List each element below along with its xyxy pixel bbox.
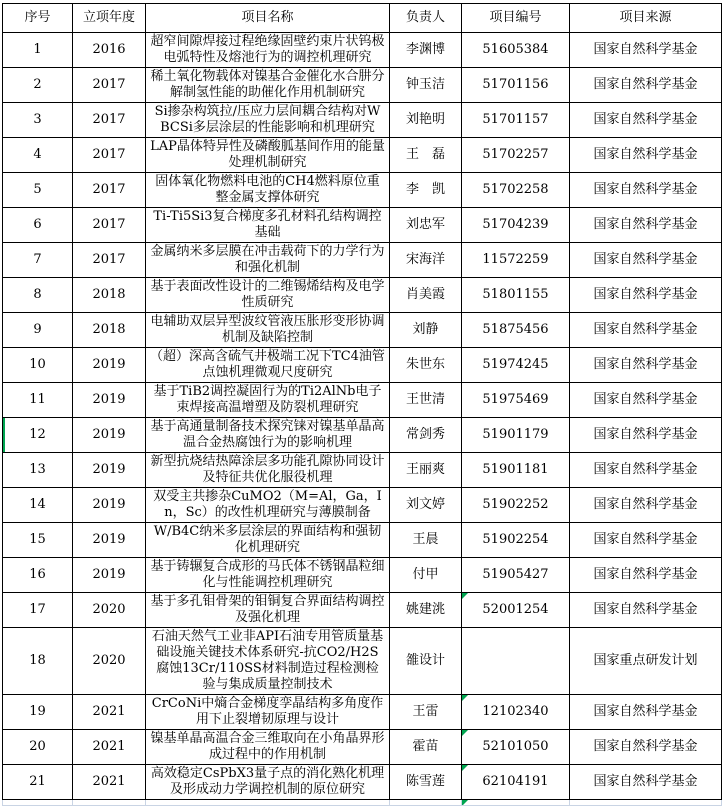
cell-project-code[interactable]: 51901181 [462,453,570,488]
header-cell-no[interactable]: 序号 [3,4,73,33]
cell-serial-number[interactable]: 10 [3,348,73,383]
cell-person[interactable]: 王雷 [390,695,462,730]
cell-year[interactable]: 2020 [73,628,146,695]
cell-person[interactable]: 钟玉洁 [390,68,462,103]
cell-project-source[interactable]: 国家自然科学基金 [570,488,722,523]
cell-person[interactable]: 肖美霞 [390,278,462,313]
header-cell-code[interactable]: 项目编号 [462,4,570,33]
cell-year[interactable]: 2017 [73,173,146,208]
cell-project-source[interactable]: 国家自然科学基金 [570,453,722,488]
cell-project-source[interactable]: 国家自然科学基金 [570,383,722,418]
cell-project-source[interactable]: 国家自然科学基金 [570,103,722,138]
cell-project-code[interactable]: 51974245 [462,348,570,383]
cell-person[interactable]: 刘忠军 [390,208,462,243]
cell-project-source[interactable]: 国家自然科学基金 [570,418,722,453]
table-row [3,488,722,523]
cell-project-name[interactable]: 双受主共掺杂CuMO2（M=Al，Ga，In，Sc）的改性机理研究与薄膜制备 [146,488,390,523]
cell-person[interactable]: 王丽爽 [390,453,462,488]
table-row [3,730,722,765]
table-row [3,103,722,138]
cell-project-code[interactable]: 51902252 [462,488,570,523]
cell-year[interactable]: 2018 [73,313,146,348]
cell-year[interactable]: 2016 [73,33,146,68]
table-row [3,383,722,418]
cell-project-name[interactable]: 基于多孔钼骨架的钼铜复合界面结构调控及强化机理 [146,593,390,628]
cell-year[interactable]: 2020 [73,593,146,628]
header-cell-source[interactable]: 项目来源 [570,4,722,33]
cell-person[interactable]: 王晨 [390,523,462,558]
cell-project-code[interactable]: 51701156 [462,68,570,103]
cell-year[interactable]: 2017 [73,103,146,138]
cell-serial-number[interactable]: 6 [3,208,73,243]
cell-serial-number[interactable]: 17 [3,593,73,628]
cell-project-name[interactable]: 基于高通量制备技术探究铼对镍基单晶高温合金热腐蚀行为的影响机理 [146,418,390,453]
cell-year[interactable]: 2018 [73,278,146,313]
cell-person[interactable]: 常剑秀 [390,418,462,453]
cell-year[interactable]: 2019 [73,488,146,523]
table-row [3,558,722,593]
table-row [3,33,722,68]
cell-project-name[interactable]: W/B4C纳米多层涂层的界面结构和强韧化机理研究 [146,523,390,558]
cell-project-source[interactable]: 国家自然科学基金 [570,33,722,68]
table-row [3,348,722,383]
cell-project-code[interactable]: 51902254 [462,523,570,558]
cell-project-source[interactable]: 国家自然科学基金 [570,208,722,243]
cell-project-code[interactable]: 52101050 [462,730,570,765]
cell-project-source[interactable]: 国家自然科学基金 [570,68,722,103]
cell-project-name[interactable]: 基于TiB2调控凝固行为的Ti2AlNb电子束焊接高温增塑及防裂机理研究 [146,383,390,418]
table-row [3,243,722,278]
cell-project-name[interactable]: 基于铸辗复合成形的马氏体不锈钢晶粒细化与性能调控机理研究 [146,558,390,593]
empty-cell[interactable] [3,800,73,806]
cell-serial-number[interactable]: 2 [3,68,73,103]
cell-project-name[interactable]: Ti-Ti5Si3复合梯度多孔材料孔结构调控基础 [146,208,390,243]
cell-project-code[interactable]: 51801155 [462,278,570,313]
table-row [3,208,722,243]
cell-project-name[interactable]: 镍基单晶高温合金三维取向在小角晶界形成过程中的作用机制 [146,730,390,765]
cell-project-code[interactable]: 51702257 [462,138,570,173]
cell-year[interactable]: 2021 [73,730,146,765]
table-row [3,523,722,558]
cell-serial-number[interactable]: 4 [3,138,73,173]
cell-serial-number[interactable]: 14 [3,488,73,523]
cell-project-source[interactable]: 国家自然科学基金 [570,695,722,730]
cell-serial-number[interactable]: 15 [3,523,73,558]
cell-project-code[interactable]: 51704239 [462,208,570,243]
cell-project-name[interactable]: 电辅助双层异型波纹管液压胀形变形协调机制及缺陷控制 [146,313,390,348]
cell-project-source[interactable]: 国家自然科学基金 [570,558,722,593]
cell-project-source[interactable]: 国家自然科学基金 [570,138,722,173]
cell-project-name[interactable]: Si掺杂构筑拉/压应力层间耦合结构对WBCSi多层涂层的性能影响和机理研究 [146,103,390,138]
cell-serial-number[interactable]: 7 [3,243,73,278]
cell-person[interactable]: 宋海洋 [390,243,462,278]
cell-project-code[interactable]: 51975469 [462,383,570,418]
table-body [3,33,722,806]
cell-serial-number[interactable]: 20 [3,730,73,765]
cell-year[interactable]: 2019 [73,558,146,593]
cell-person[interactable]: 刘静 [390,313,462,348]
cell-project-name[interactable]: LAP晶体特异性及磷酸胍基间作用的能量处理机制研究 [146,138,390,173]
cell-project-source[interactable]: 国家自然科学基金 [570,765,722,800]
partial-bottom-row [3,800,722,806]
cell-project-name[interactable]: （超）深高含硫气井极端工况下TC4油管点蚀机理微观尺度研究 [146,348,390,383]
cell-year[interactable]: 2019 [73,418,146,453]
cell-project-name[interactable]: 石油天然气工业非API石油专用管质量基础设施关键技术体系研究-抗CO2/H2S腐蚀13Cr/110SS材料制造过程检测检验与集成质量控制技术 [146,628,390,695]
cell-serial-number[interactable]: 5 [3,173,73,208]
cell-serial-number[interactable]: 3 [3,103,73,138]
cell-project-name[interactable]: 固体氧化物燃料电池的CH4燃料原位重整金属支撑体研究 [146,173,390,208]
cell-project-source[interactable]: 国家自然科学基金 [570,243,722,278]
cell-project-code[interactable]: 11572259 [462,243,570,278]
cell-project-code[interactable]: 12102340 [462,695,570,730]
cell-project-code[interactable]: 62104191 [462,765,570,800]
table-row [3,278,722,313]
empty-cell[interactable] [570,800,722,806]
cell-project-code[interactable] [462,628,570,695]
cell-project-source[interactable]: 国家自然科学基金 [570,593,722,628]
cell-project-name[interactable]: 基于表面改性设计的二维锡烯结构及电学性质研究 [146,278,390,313]
table-row [3,593,722,628]
cell-person[interactable]: 李渊博 [390,33,462,68]
cell-serial-number[interactable]: 12 [3,418,73,453]
cell-project-code[interactable]: 51605384 [462,33,570,68]
cell-person[interactable]: 姚建洮 [390,593,462,628]
table-row [3,765,722,800]
cell-person[interactable]: 付甲 [390,558,462,593]
empty-cell[interactable] [462,800,570,806]
table-row [3,68,722,103]
header-cell-year[interactable]: 立项年度 [73,4,146,33]
cell-project-code[interactable]: 51702258 [462,173,570,208]
cell-serial-number[interactable]: 1 [3,33,73,68]
cell-project-source[interactable]: 国家自然科学基金 [570,348,722,383]
cell-project-code[interactable]: 51875456 [462,313,570,348]
projects-table [2,3,722,806]
cell-project-source[interactable]: 国家自然科学基金 [570,278,722,313]
cell-serial-number[interactable]: 18 [3,628,73,695]
cell-person[interactable]: 陈雪莲 [390,765,462,800]
cell-year[interactable]: 2017 [73,68,146,103]
cell-serial-number[interactable]: 11 [3,383,73,418]
cell-person[interactable]: 王世清 [390,383,462,418]
table-row [3,628,722,695]
cell-serial-number[interactable]: 19 [3,695,73,730]
header-cell-pi[interactable]: 负责人 [390,4,462,33]
cell-person[interactable]: 刘艳明 [390,103,462,138]
table-row [3,695,722,730]
cell-year[interactable]: 2021 [73,765,146,800]
cell-project-source[interactable]: 国家自然科学基金 [570,523,722,558]
cell-project-code[interactable]: 51905427 [462,558,570,593]
cell-project-source[interactable]: 国家自然科学基金 [570,730,722,765]
cell-year[interactable]: 2017 [73,208,146,243]
cell-serial-number[interactable]: 8 [3,278,73,313]
cell-year[interactable]: 2017 [73,138,146,173]
empty-cell[interactable] [73,800,146,806]
cell-year[interactable]: 2019 [73,453,146,488]
table-row [3,173,722,208]
cell-project-code[interactable]: 51901179 [462,418,570,453]
cell-serial-number[interactable]: 16 [3,558,73,593]
cell-project-source[interactable]: 国家自然科学基金 [570,173,722,208]
cell-year[interactable]: 2021 [73,695,146,730]
cell-person[interactable]: 雒设计 [390,628,462,695]
cell-year[interactable]: 2019 [73,383,146,418]
cell-serial-number[interactable]: 9 [3,313,73,348]
empty-cell[interactable] [390,800,462,806]
cell-year[interactable]: 2019 [73,523,146,558]
cell-project-code[interactable]: 52001254 [462,593,570,628]
table-row [3,418,722,453]
header-row [3,4,722,33]
cell-year[interactable]: 2019 [73,348,146,383]
cell-project-name[interactable]: CrCoNi中熵合金梯度孪晶结构多角度作用下止裂增韧原理与设计 [146,695,390,730]
cell-serial-number[interactable]: 21 [3,765,73,800]
cell-serial-number[interactable]: 13 [3,453,73,488]
cell-project-name[interactable]: 超窄间隙焊接过程绝缘固壁约束片状钨极电弧特性及熔池行为的调控机理研究 [146,33,390,68]
table-row [3,453,722,488]
cell-person[interactable]: 王 磊 [390,138,462,173]
cell-project-name[interactable]: 新型抗烧结热障涂层多功能孔隙协同设计及特征共优化服役机理 [146,453,390,488]
table-row [3,138,722,173]
cell-person[interactable]: 朱世东 [390,348,462,383]
header-cell-name[interactable]: 项目名称 [146,4,390,33]
cell-project-name[interactable]: 金属纳米多层膜在冲击载荷下的力学行为和强化机制 [146,243,390,278]
cell-project-source[interactable]: 国家重点研发计划 [570,628,722,695]
cell-person[interactable]: 刘文婷 [390,488,462,523]
cell-project-name[interactable]: 稀土氧化物载体对镍基合金催化水合肼分解制氢性能的助催化作用机制研究 [146,68,390,103]
empty-cell[interactable] [146,800,390,806]
cell-project-name[interactable]: 高效稳定CsPbX3量子点的消化熟化机理及形成动力学调控机制的原位研究 [146,765,390,800]
cell-person[interactable]: 李 凯 [390,173,462,208]
table-row [3,313,722,348]
cell-project-source[interactable]: 国家自然科学基金 [570,313,722,348]
cell-project-code[interactable]: 51701157 [462,103,570,138]
cell-year[interactable]: 2017 [73,243,146,278]
cell-person[interactable]: 霍苗 [390,730,462,765]
